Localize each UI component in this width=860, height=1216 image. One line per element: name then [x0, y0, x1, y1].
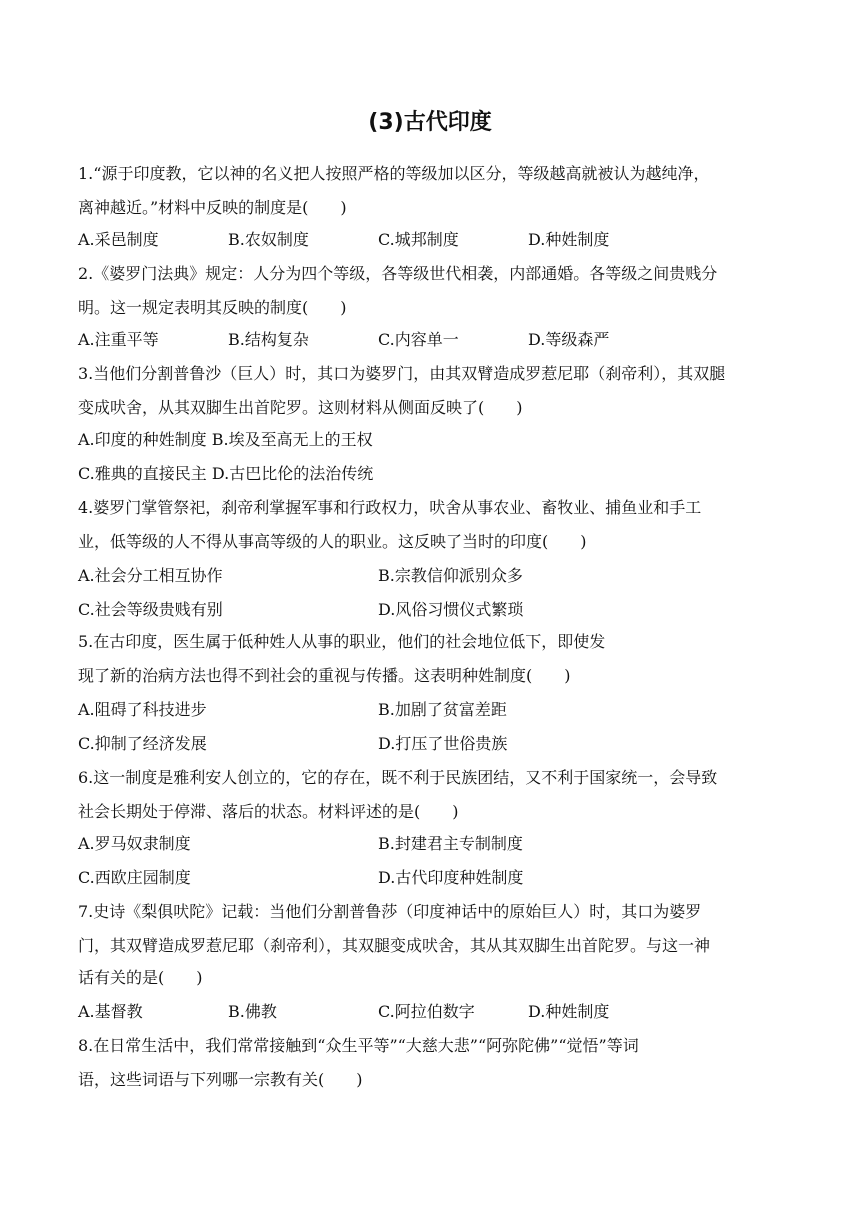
question-1-option-a: A.采邑制度	[78, 230, 159, 249]
question-2-option-c: C.内容单一	[378, 330, 459, 349]
question-5-option-d: D.打压了世俗贵族	[378, 734, 508, 753]
question-1-option-c: C.城邦制度	[378, 230, 459, 249]
question-2-text-line-1: 2.《婆罗门法典》规定：人分为四个等级，各等级世代相袭，内部通婚。各等级之间贵贱分	[78, 264, 718, 283]
question-4-option-b: B.宗教信仰派别众多	[378, 566, 523, 585]
question-6-option-b: B.封建君主专制制度	[378, 834, 523, 853]
question-3-options-line-2: C.雅典的直接民主 D.古巴比伦的法治传统	[78, 464, 374, 483]
question-3-text-line-2: 变成吠舍，从其双脚生出首陀罗。这则材料从侧面反映了( )	[78, 398, 523, 417]
question-6-option-c: C.西欧庄园制度	[78, 868, 191, 887]
question-2-option-a: A.注重平等	[78, 330, 159, 349]
question-1-text-line-2: 离神越近。”材料中反映的制度是( )	[78, 198, 347, 217]
question-6-option-d: D.古代印度种姓制度	[378, 868, 524, 887]
question-2-option-d: D.等级森严	[528, 330, 610, 349]
question-4-option-c: C.社会等级贵贱有别	[78, 600, 223, 619]
question-8-text-line-1: 8.在日常生活中，我们常常接触到“众生平等”“大慈大悲”“阿弥陀佛”“觉悟”等词	[78, 1036, 639, 1055]
question-4-option-a: A.社会分工相互协作	[78, 566, 223, 585]
page-title: (3)古代印度	[368, 110, 492, 135]
question-1-option-d: D.种姓制度	[528, 230, 610, 249]
question-3-options-line-1: A.印度的种姓制度 B.埃及至高无上的王权	[78, 430, 373, 449]
question-1-text-line-1: 1.“源于印度教，它以神的名义把人按照严格的等级加以区分，等级越高就被认为越纯净，	[78, 164, 710, 183]
question-5-text-line-2: 现了新的治病方法也得不到社会的重视与传播。这表明种姓制度( )	[78, 666, 571, 685]
question-6-option-a: A.罗马奴隶制度	[78, 834, 191, 853]
question-7-text-line-2: 门，其双臂造成罗惹尼耶（刹帝利），其双腿变成吠舍，其从其双脚生出首陀罗。与这一神	[78, 936, 711, 955]
question-7-option-a: A.基督教	[78, 1002, 143, 1021]
question-7-text-line-3: 话有关的是( )	[78, 968, 203, 987]
question-7-text-line-1: 7.史诗《梨俱吠陀》记载：当他们分割普鲁莎（印度神话中的原始巨人）时，其口为婆罗	[78, 902, 702, 921]
question-2-option-b: B.结构复杂	[228, 330, 309, 349]
question-6-text-line-2: 社会长期处于停滞、落后的状态。材料评述的是( )	[78, 802, 459, 821]
question-2-text-line-2: 明。这一规定表明其反映的制度( )	[78, 298, 347, 317]
question-7-option-b: B.佛教	[228, 1002, 277, 1021]
question-3-text-line-1: 3.当他们分割普鲁沙（巨人）时，其口为婆罗门，由其双臂造成罗惹尼耶（刹帝利），其双腿	[78, 364, 726, 383]
question-4-text-line-1: 4.婆罗门掌管祭祀，刹帝利掌握军事和行政权力，吠舍从事农业、畜牧业、捕鱼业和手工	[78, 498, 702, 517]
question-7-option-c: C.阿拉伯数字	[378, 1002, 475, 1021]
question-4-option-d: D.风俗习惯仪式繁琐	[378, 600, 524, 619]
question-5-option-b: B.加剧了贫富差距	[378, 700, 507, 719]
question-8-text-line-2: 语，这些词语与下列哪一宗教有关( )	[78, 1070, 363, 1089]
question-5-text-line-1: 5.在古印度，医生属于低种姓人从事的职业，他们的社会地位低下，即使发	[78, 632, 606, 651]
question-1-option-b: B.农奴制度	[228, 230, 309, 249]
question-5-option-a: A.阻碍了科技进步	[78, 700, 207, 719]
question-5-option-c: C.抑制了经济发展	[78, 734, 207, 753]
question-6-text-line-1: 6.这一制度是雅利安人创立的，它的存在，既不利于民族团结，又不利于国家统一，会导致	[78, 768, 718, 787]
question-4-text-line-2: 业，低等级的人不得从事高等级的人的职业。这反映了当时的印度( )	[78, 532, 587, 551]
question-7-option-d: D.种姓制度	[528, 1002, 610, 1021]
